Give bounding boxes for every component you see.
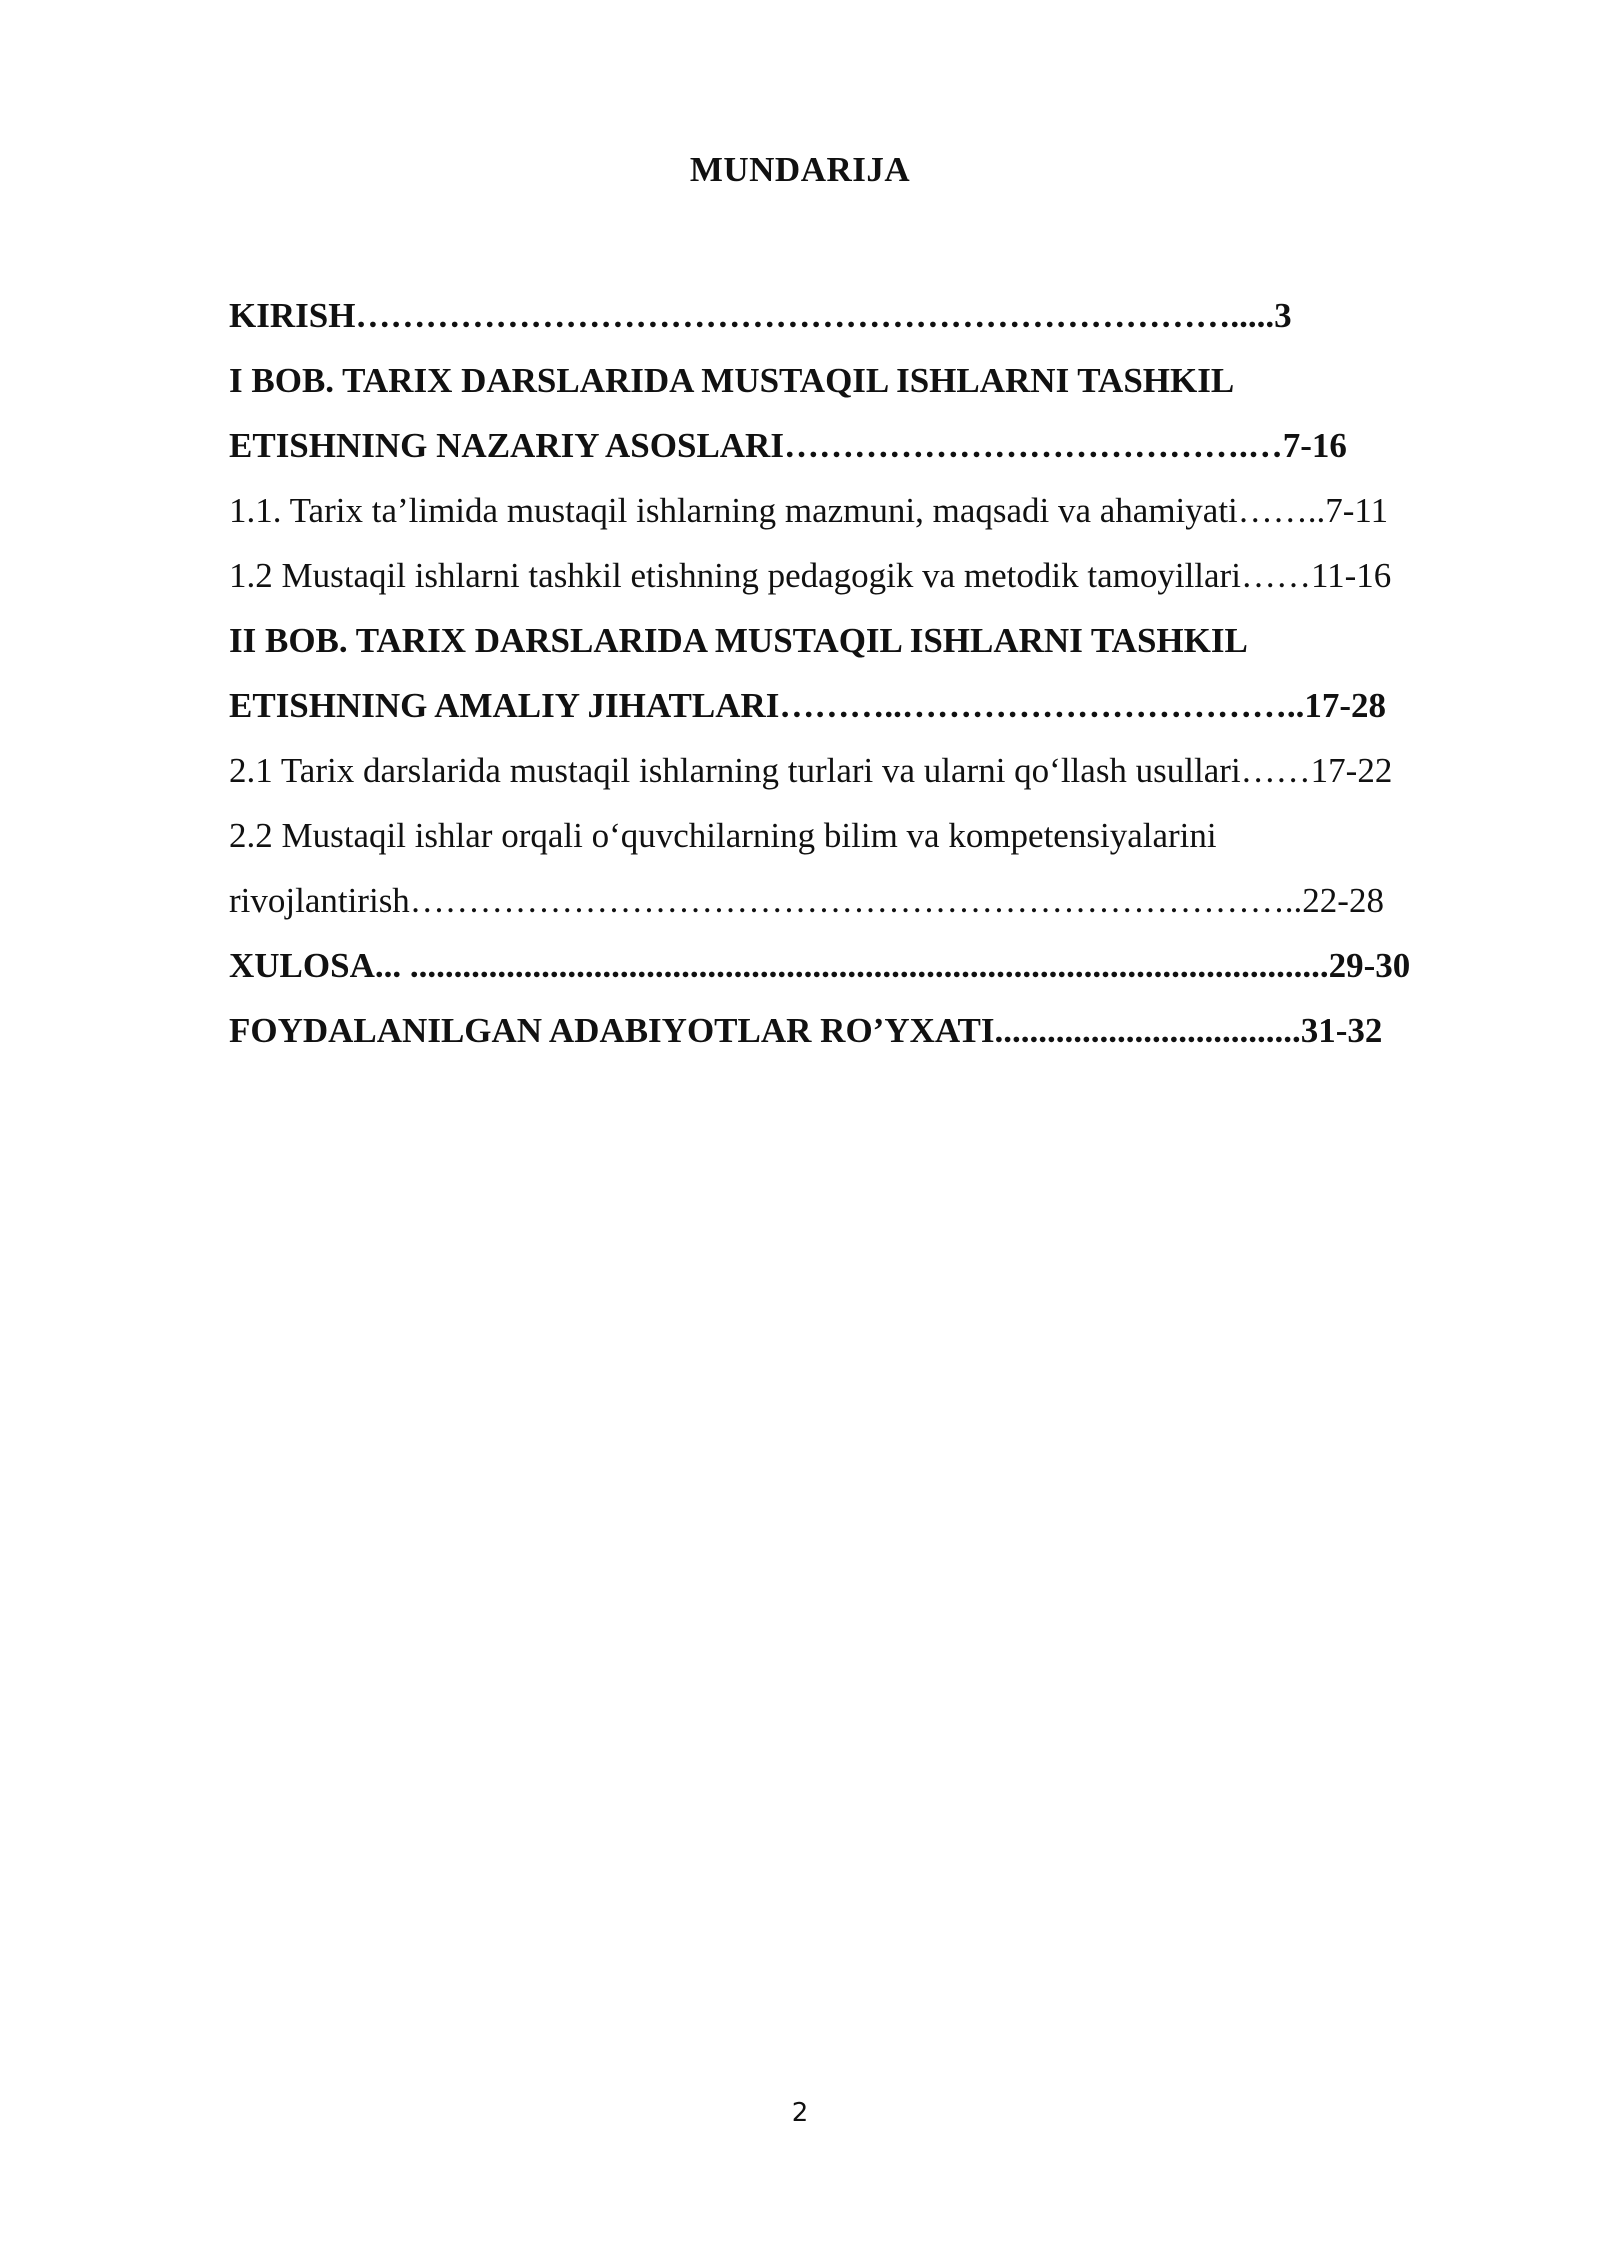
- toc-entry-chapter-2-heading: II BOB. TARIX DARSLARIDA MUSTAQIL ISHLARNI TASHKIL: [229, 621, 1248, 660]
- toc-entry-introduction: KIRISH………………………………………………………………….....3: [229, 296, 1292, 335]
- toc-entry-chapter-2-heading-cont: ETISHNING AMALIY JIHATLARI………..……………………………..17-28: [229, 686, 1387, 725]
- toc-entry-section-2-2-cont: rivojlantirish…………………………………………………………………..22-28: [229, 881, 1384, 920]
- toc-entry-chapter-1-heading-cont: ETISHNING NAZARIY ASOSLARI………………………………….…7-16: [229, 426, 1347, 465]
- toc-title: MUNDARIJA: [689, 150, 911, 189]
- toc-entry-section-2-1: 2.1 Tarix darslarida mustaqil ishlarning turlari va ularni qo‘llash usullari……17-22: [229, 751, 1393, 790]
- toc-entry-conclusion: XULOSA... .........................................................................................................29-30: [229, 946, 1411, 985]
- toc-entry-section-1-2: 1.2 Mustaqil ishlarni tashkil etishning pedagogik va metodik tamoyillari……11-16: [229, 556, 1392, 595]
- toc-entry-references: FOYDALANILGAN ADABIYOTLAR RO’YXATI...................................31-32: [229, 1011, 1383, 1050]
- table-of-contents: [229, 283, 1483, 1063]
- toc-entry-section-1-1: 1.1. Tarix ta’limida mustaqil ishlarning mazmuni, maqsadi va ahamiyati……..7-11: [229, 491, 1389, 530]
- page-number: 2: [791, 2098, 809, 2128]
- toc-entry-section-2-2: 2.2 Mustaqil ishlar orqali o‘quvchilarning bilim va kompetensiyalarini: [229, 816, 1217, 855]
- toc-entry-chapter-1-heading: I BOB. TARIX DARSLARIDA MUSTAQIL ISHLARNI TASHKIL: [229, 361, 1235, 400]
